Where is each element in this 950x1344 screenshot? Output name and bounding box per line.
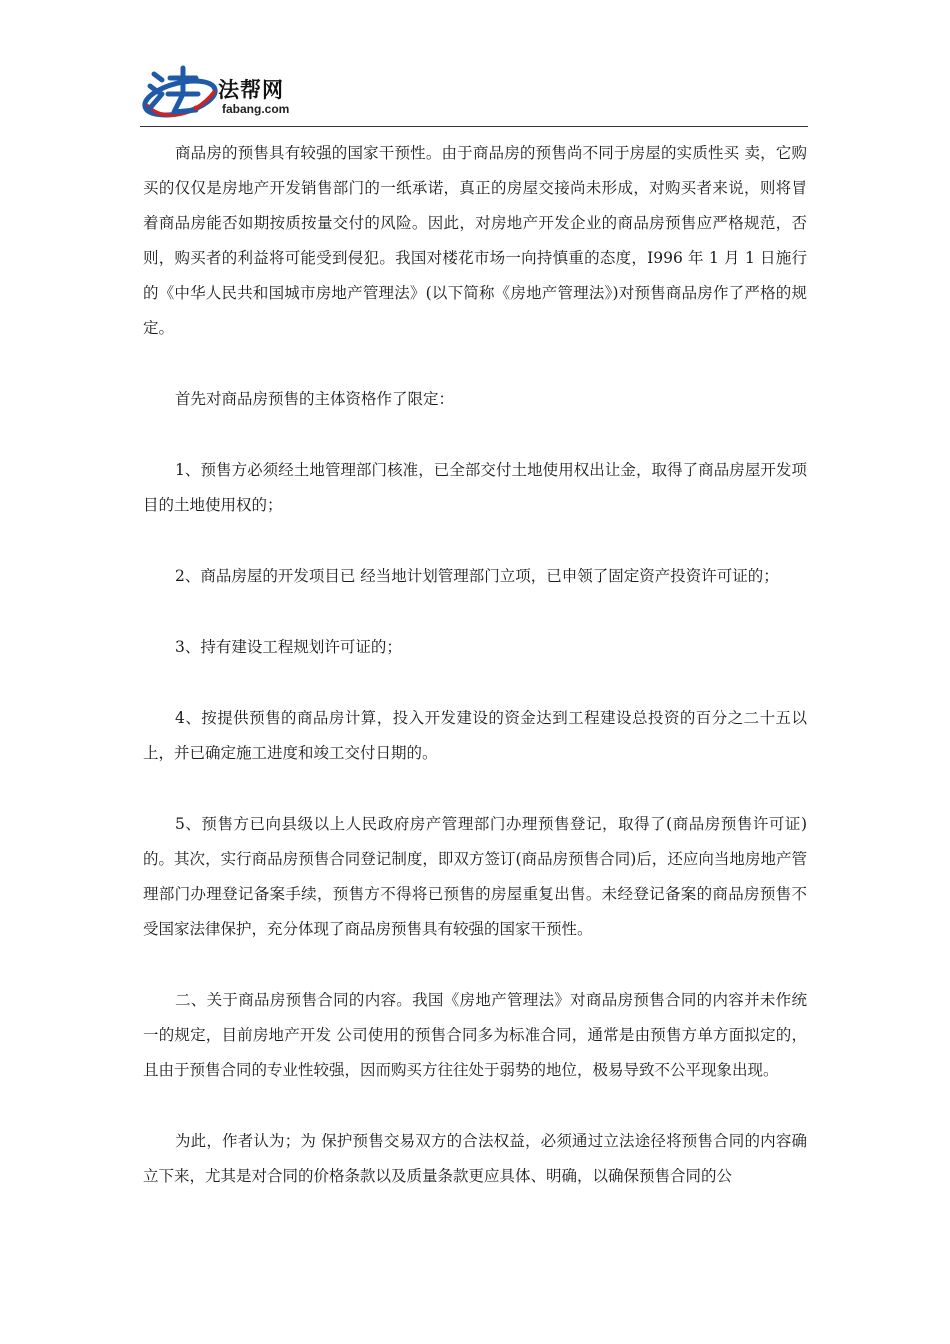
paragraph-condition-5: 5、预售方已向县级以上人民政府房产管理部门办理预售登记，取得了(商品房预售许可证)的。其次，实行商品房预售合同登记制度，即双方签订(商品房预售合同)后，还应向当地房地产管理部门办理登记备案手续，预售方不得将已预售的房屋重复出售。未经登记备案的商品房预售不受国家法律保护，充分体现了商品房预售具有较强的国家干预性。 (143, 815, 807, 938)
paragraph-condition-2: 2、商品房屋的开发项目已 经当地计划管理部门立项，已申领了固定资产投资许可证的； (175, 567, 779, 585)
article-body (143, 136, 807, 1230)
paragraph-condition-1: 1、预售方必须经土地管理部门核准，已全部交付土地使用权出让金，取得了商品房屋开发项目的土地使用权的； (143, 461, 807, 514)
paragraph-intro: 商品房的预售具有较强的国家干预性。由于商品房的预售尚不同于房屋的实质性买 卖，它购买的仅仅是房地产开发销售部门的一纸承诺，真正的房屋交接尚未形成，对购买者来说，则将冒着商品房能否如期按质按量交付的风险。因此，对房地产开发企业的商品房预售应严格规范，否则，购买者的利益将可能受到侵犯。我国对楼花市场一向持慎重的态度，I996 年 1 月 1 日施行的《中华人民共和国城市房地产管理法》(以下简称《房地产管理法》)对预售商品房作了严格的规定。 (143, 144, 807, 337)
paragraph-author-opinion: 为此，作者认为；为 保护预售交易双方的合法权益，必须通过立法途径将预售合同的内容确立下来，尤其是对合同的价格条款以及质量条款更应具体、明确，以确保预售合同的公 (143, 1132, 807, 1185)
logo-title: 法帮网 (218, 78, 284, 102)
paragraph-condition-4: 4、按提供预售的商品房计算，投入开发建设的资金达到工程建设总投资的百分之二十五以上，并已确定施工进度和竣工交付日期的。 (143, 709, 807, 762)
logo-domain: fabang.com (222, 102, 290, 116)
paragraph-condition-3: 3、持有建设工程规划许可证的； (175, 638, 402, 656)
paragraph-contract-content: 二、关于商品房预售合同的内容。我国《房地产管理法》对商品房预售合同的内容并未作统一的规定，目前房地产开发 公司使用的预售合同多为标准合同，通常是由预售方单方面拟定的，且由于预售合同的专业性较强，因而购买方往往处于弱势的地位，极易导致不公平现象出现。 (143, 991, 807, 1079)
header-divider (140, 126, 808, 127)
page-header (140, 62, 808, 128)
site-logo[interactable] (140, 62, 310, 124)
paragraph-subject-qualification: 首先对商品房预售的主体资格作了限定： (175, 390, 455, 408)
fabang-logo-icon (140, 62, 220, 122)
